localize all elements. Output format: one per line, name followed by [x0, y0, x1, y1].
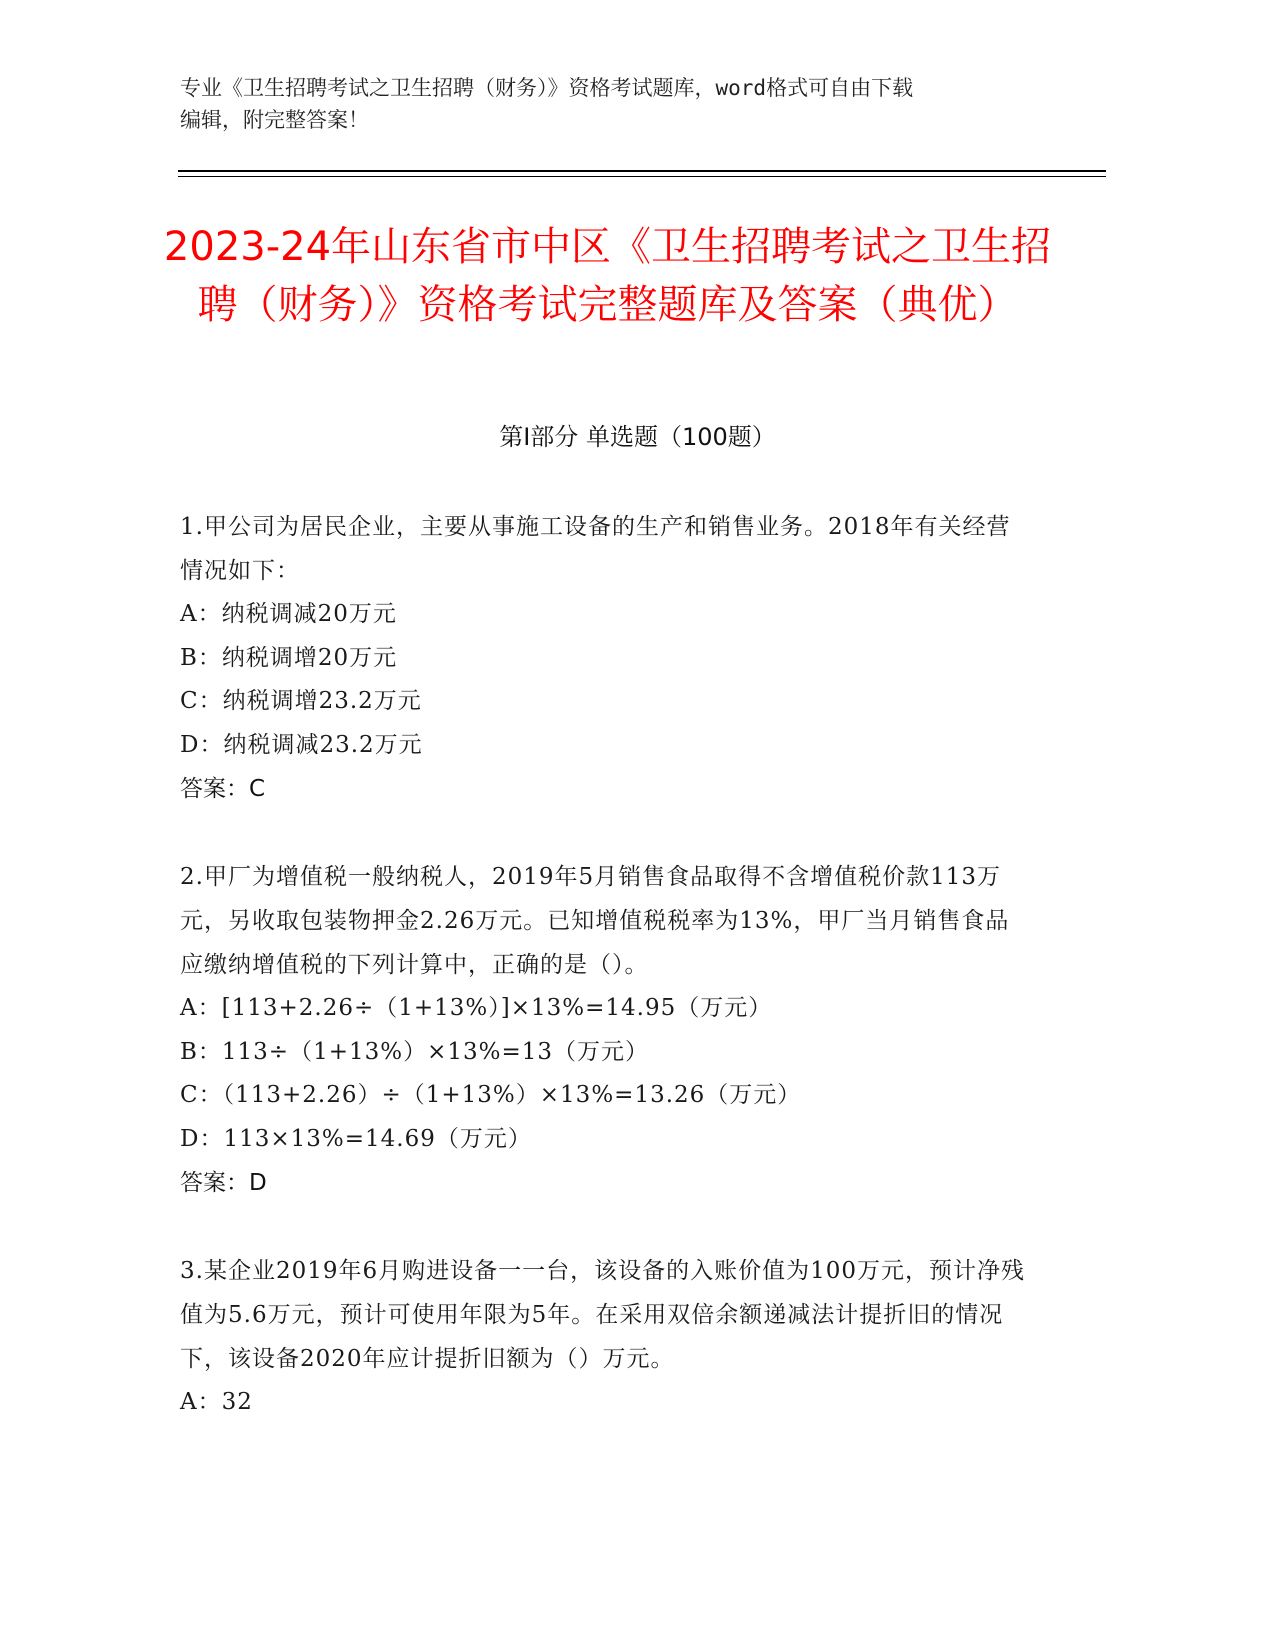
answer-label: 答案：C — [180, 776, 266, 802]
option-d: D：纳税调减23.2万元 — [180, 731, 423, 758]
option-a: A：纳税调减20万元 — [180, 601, 397, 627]
question-stem: 2.甲厂为增值税一般纳税人，2019年5月销售食品取得不含增值税价款113万元，另收取包装物押金2.26万元。已知增值税税率为13%，甲厂当月销售食品应缴纳增值税的下列计算中，正确的是（）。 — [180, 864, 1010, 978]
option-b: B：113÷（1+13%）×13%=13（万元） — [180, 1038, 650, 1065]
option-d: D：113×13%=14.69（万元） — [180, 1125, 532, 1152]
question-list — [180, 505, 1030, 1425]
question-3 — [180, 1249, 1030, 1425]
question-stem: 3.某企业2019年6月购进设备一一台，该设备的入账价值为100万元，预计净残值为5.6万元，预计可使用年限为5年。在采用双倍余额递减法计提折旧的情况下，该设备2020年应计提折旧额为（）万元。 — [180, 1258, 1026, 1372]
option-b: B：纳税调增20万元 — [180, 644, 398, 671]
answer-label: 答案：D — [180, 1170, 267, 1196]
header-line-2: 编辑，附完整答案！ — [180, 108, 369, 132]
question-2 — [180, 855, 1030, 1205]
header-line-1: 专业《卫生招聘考试之卫生招聘（财务）》资格考试题库，word格式可自由下载 — [180, 76, 914, 100]
section-heading: 第I部分 单选题（100题） — [499, 423, 776, 451]
question-1 — [180, 505, 1030, 811]
header-divider-thin — [178, 176, 1106, 177]
option-a: A：[113+2.26÷（1+13%）]×13%=14.95（万元） — [180, 995, 773, 1021]
header-divider-thick — [178, 170, 1106, 172]
option-a: A：32 — [180, 1389, 253, 1415]
option-c: C：纳税调增23.2万元 — [180, 688, 422, 714]
option-c: C：（113+2.26）÷（1+13%）×13%=13.26（万元） — [180, 1082, 802, 1108]
question-stem: 1.甲公司为居民企业，主要从事施工设备的生产和销售业务。2018年有关经营情况如下： — [180, 514, 1011, 584]
page-header — [180, 72, 1040, 136]
document-title: 2023-24年山东省市中区《卫生招聘考试之卫生招聘（财务）》资格考试完整题库及答案（典优） — [163, 224, 1052, 328]
